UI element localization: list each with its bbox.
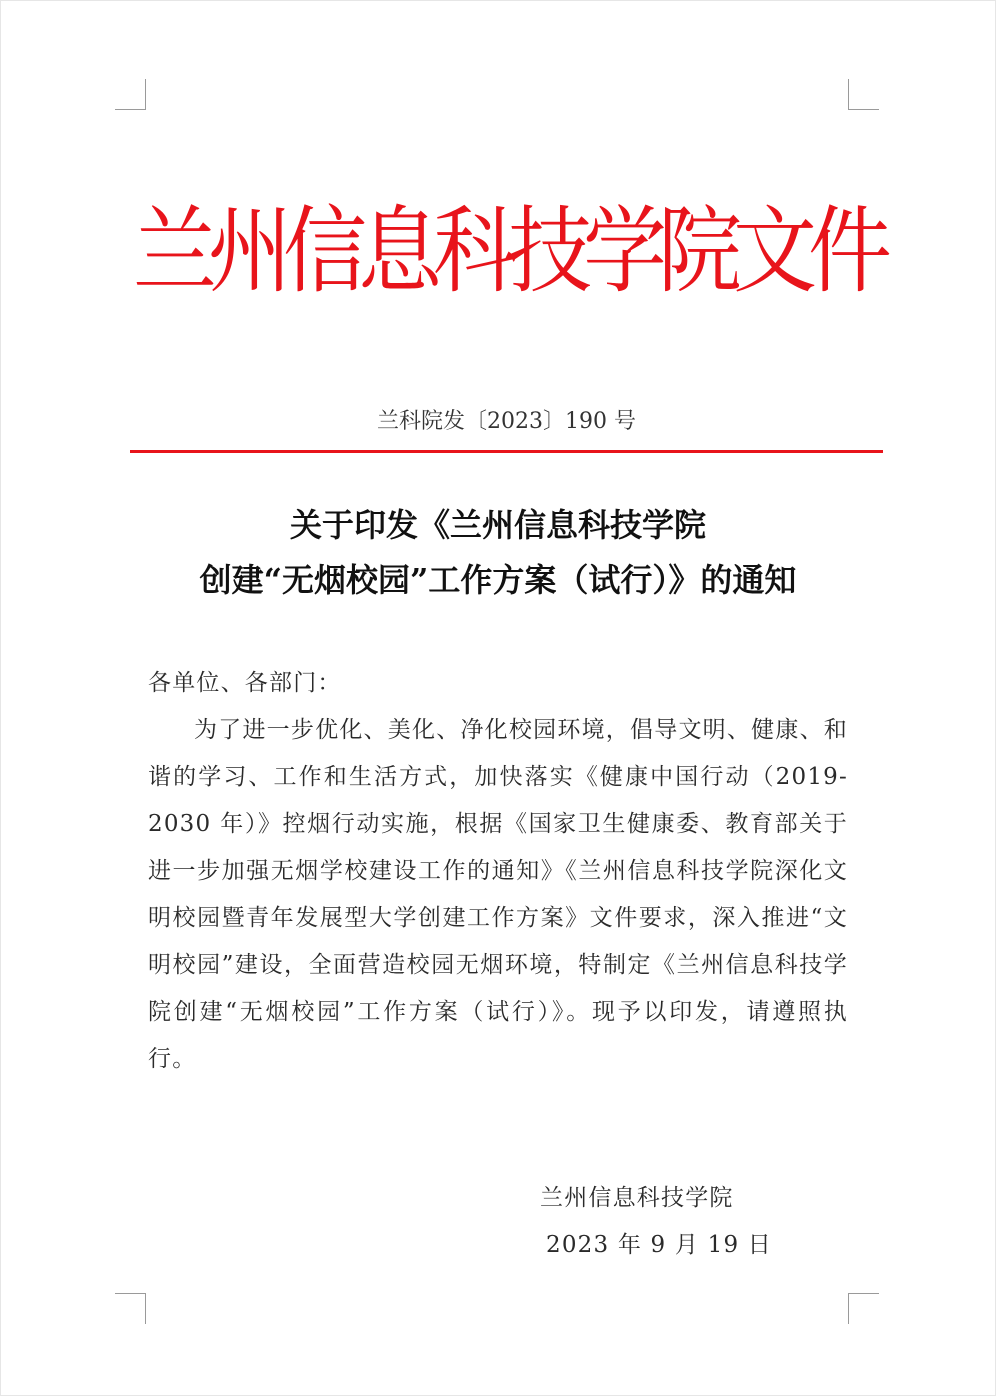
crop-mark-top-right: [848, 79, 879, 110]
body-paragraph: 为了进一步优化、美化、净化校园环境，倡导文明、健康、和谐的学习、工作和生活方式，加快落实《健康中国行动（2019-2030 年）》控烟行动实施，根据《国家卫生健康委、教育部关于进一步加强无烟学校建设工作的通知》《兰州信息科技学院深化文明校园暨青年发展型大学创建工作方案》文件要求，深入推进“文明校园”建设，全面营造校园无烟环境，特制定《兰州信息科技学院创建“无烟校园”工作方案（试行）》。现予以印发，请遵照执行。: [148, 717, 848, 1072]
document-number: 兰科院发〔2023〕190 号: [377, 409, 636, 434]
signature-block: [540, 1175, 800, 1269]
signature-organization: 兰州信息科技学院: [540, 1185, 734, 1211]
red-divider-line: [130, 450, 883, 453]
crop-mark-bottom-right: [848, 1293, 879, 1324]
notice-title-line-2: 创建“无烟校园”工作方案（试行）》的通知: [199, 561, 797, 599]
document-header-title: 兰州信息科技学院文件: [132, 196, 883, 306]
notice-title-line-1: 关于印发《兰州信息科技学院: [289, 506, 706, 544]
document-body: [148, 660, 848, 1083]
crop-mark-bottom-left: [115, 1293, 146, 1324]
salutation: 各单位、各部门：: [148, 670, 342, 696]
signature-date: 2023 年 9 月 19 日: [546, 1232, 772, 1258]
crop-mark-top-left: [115, 79, 146, 110]
notice-title: [100, 498, 896, 608]
